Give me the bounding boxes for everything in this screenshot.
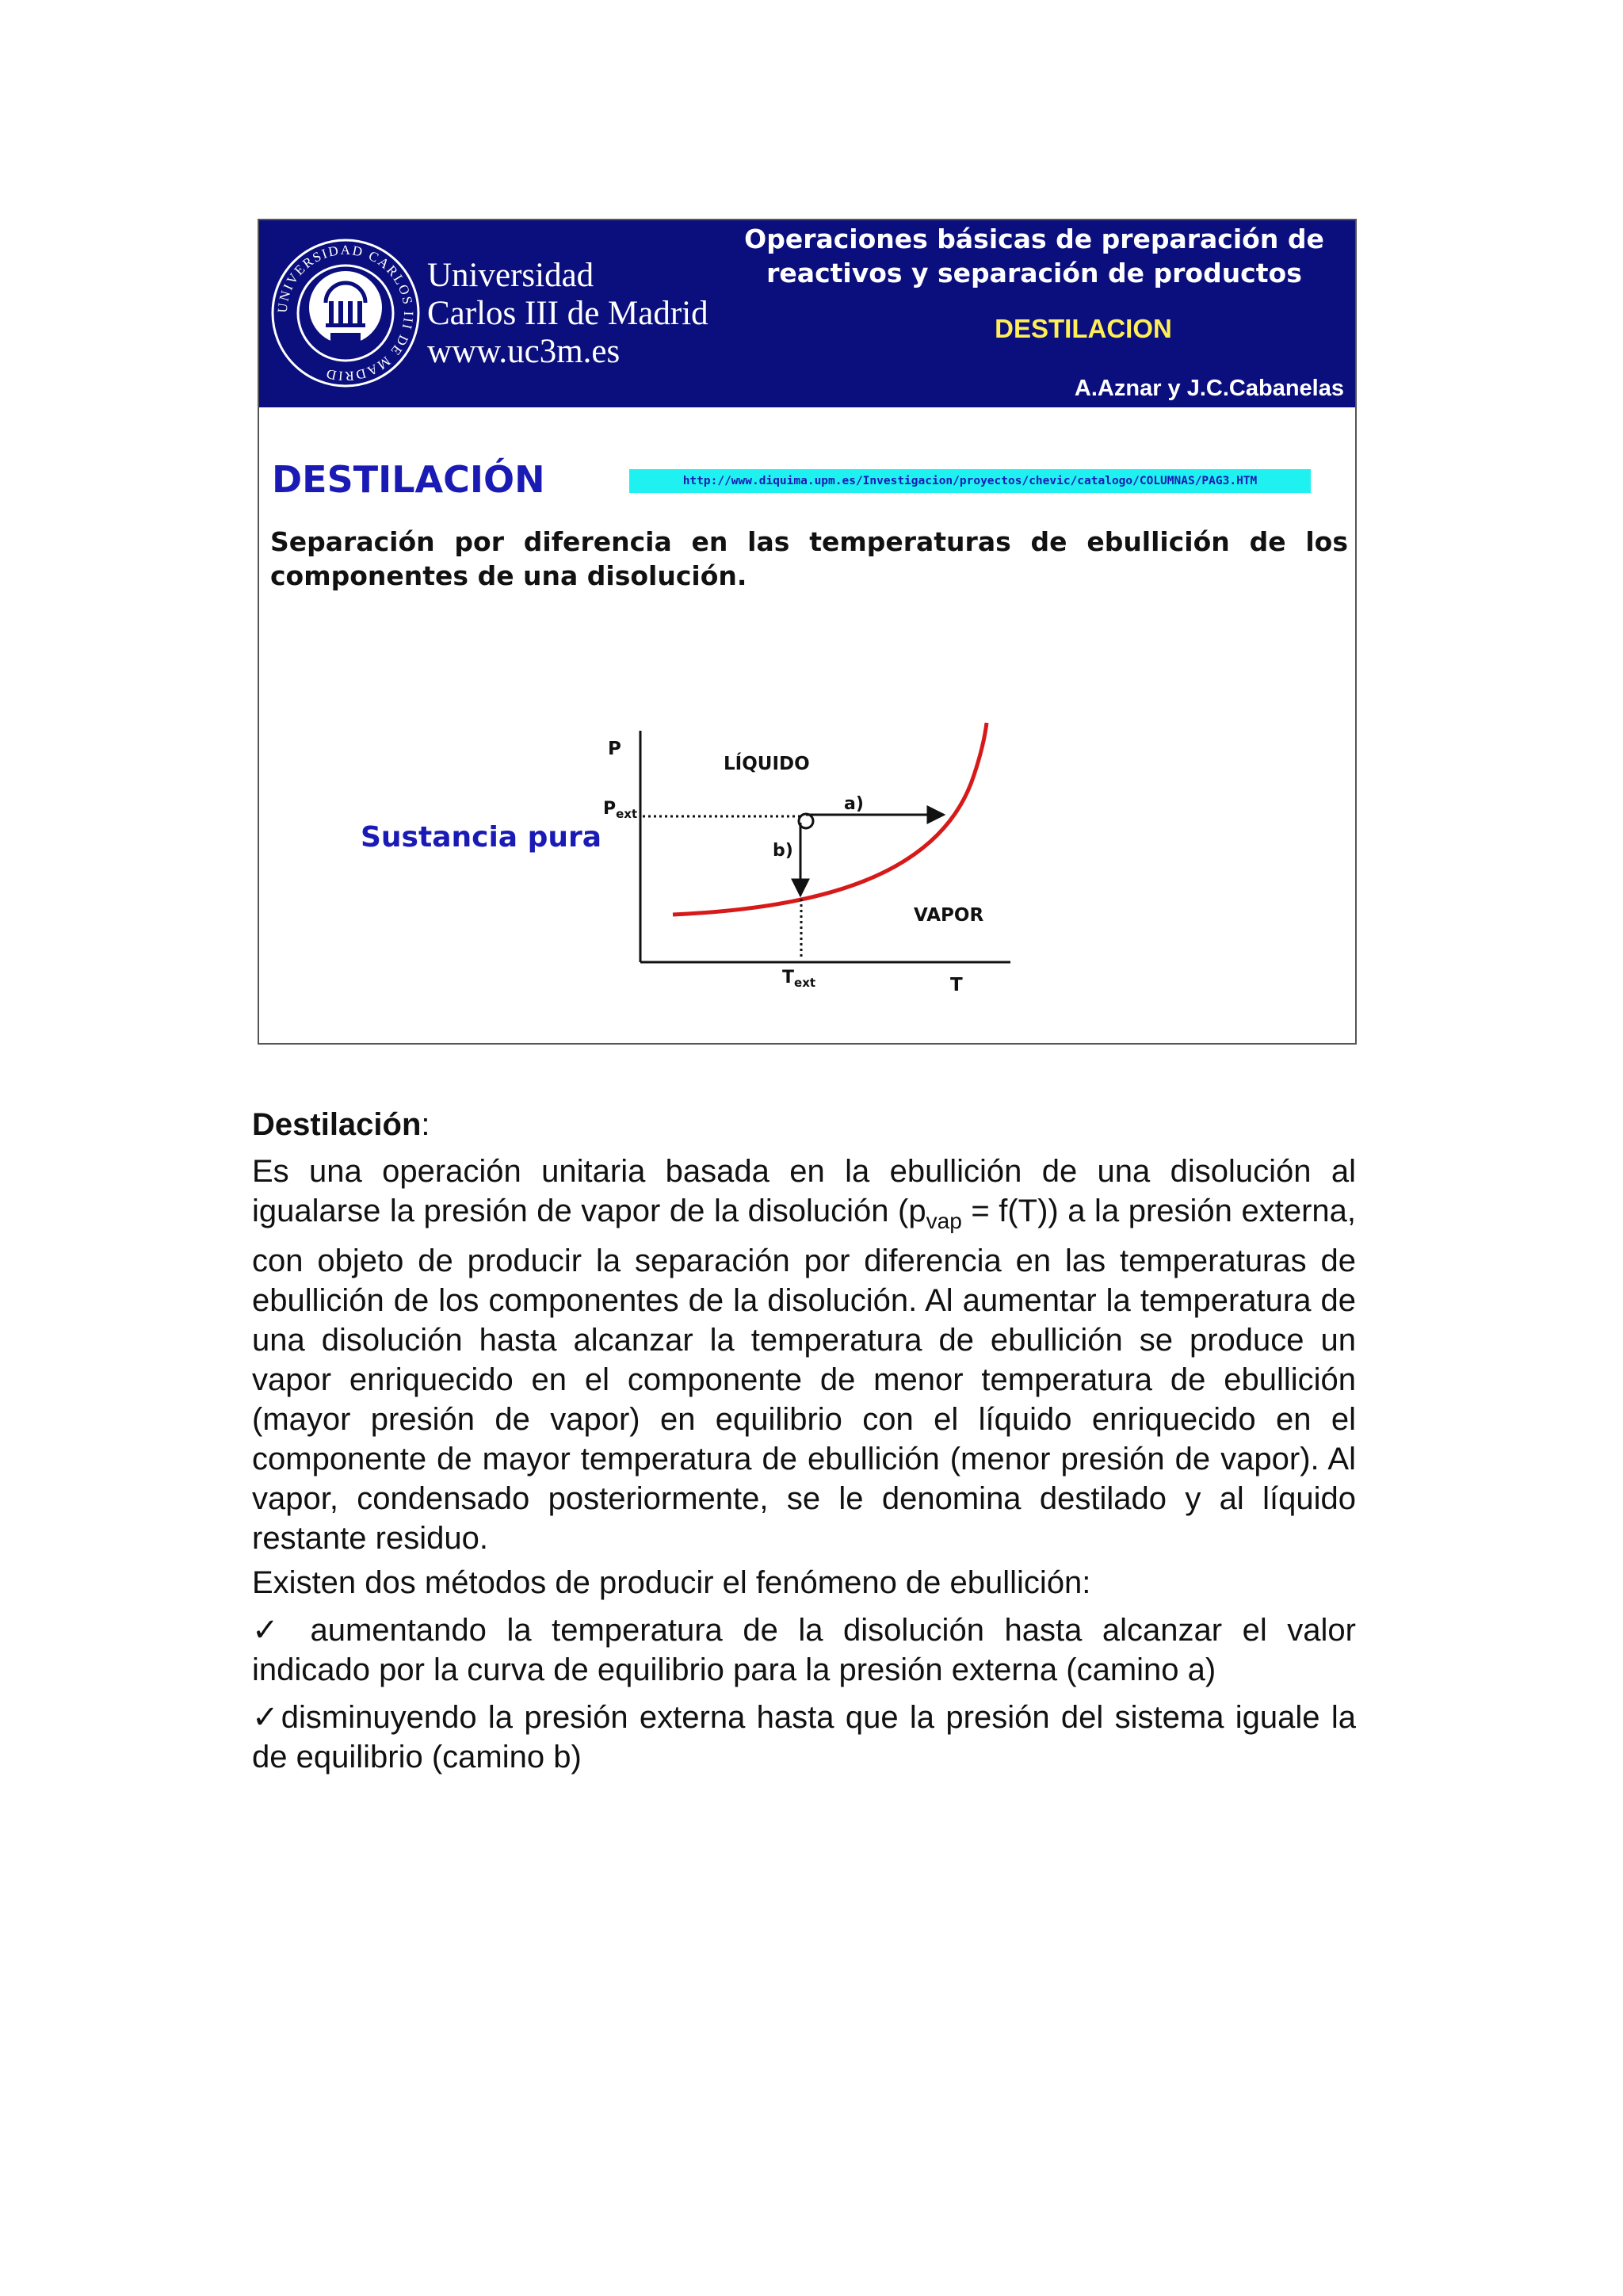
section-heading: Destilación: [252,1107,430,1142]
vapor-region-label: VAPOR [914,905,984,926]
university-line-1: Universidad [427,257,594,294]
y-axis-label: P [608,739,621,759]
methods-intro: Existen dos métodos de producir el fenómeno de ebullición: [252,1565,1091,1600]
x-axis-label: T [950,975,963,995]
topic-label: DESTILACION [995,314,1172,343]
reference-link[interactable]: http://www.diquima.upm.es/Investigacion/proyectos/chevic/catalogo/COLUMNAS/PAG3.HTM [629,469,1311,493]
authors-label: A.Aznar y J.C.Cabanelas [1074,376,1344,401]
methods-list [252,1610,1356,1777]
check-icon: ✓ [252,1700,281,1735]
list-item: ✓ aumentando la temperatura de la disolución hasta alcanzar el valor indicado por la curva de equilibrio para la presión externa (camino a) [252,1613,1356,1687]
check-icon: ✓ [252,1613,290,1648]
university-line-2: Carlos III de Madrid [427,295,708,332]
slide-subtitle-line-1: Separación por diferencia en las temperaturas de ebullición de los [270,526,1348,557]
diagram-caption: Sustancia pura [361,821,602,854]
p-ext-label: $P_{ext}$ [603,799,638,821]
slide-subtitle-line-2: componentes de una disolución. [270,560,747,591]
definition-paragraph: Es una operación unitaria basada en la ebullición de una disolución al igualarse la presión de vapor de la disolución $(p_{vap} = f(T))$ a la presión externa, con objeto de producir la separación por diferencia en las temperaturas de ebullición de los componentes de la disolución. Al aumentar la temperatura de una disolución hasta alcanzar la temperatura de ebullición se produce un vapor enriquecido en el componente de menor temperatura de ebullición (mayor presión de vapor) en equilibrio con el líquido enriquecido en el componente de mayor temperatura de ebullición (menor presión de vapor). Al vapor, condensado posteriormente, se le denomina destilado y al líquido restante residuo. [252,1154,1357,1556]
slide-title: DESTILACIÓN [272,458,545,501]
seal-ring-text: UNIVERSIDAD CARLOS III DE MADRID [274,242,417,384]
path-a-label: a) [844,794,864,814]
course-title-line-1: Operaciones básicas de preparación de [744,223,1324,254]
list-item: ✓disminuyendo la presión externa hasta que la presión del sistema iguale la de equilibrio (camino b) [252,1700,1356,1775]
vapor-pressure-curve [673,723,987,915]
path-b-label: b) [773,841,793,861]
body-text [252,1104,1356,1777]
t-ext-label: $T_{ext}$ [782,968,816,990]
university-url: www.uc3m.es [427,333,621,370]
phase-diagram [259,220,1358,1046]
slide-frame [258,219,1357,1045]
course-title-line-2: reactivos y separación de productos [766,258,1302,288]
liquid-region-label: LÍQUIDO [724,754,810,774]
